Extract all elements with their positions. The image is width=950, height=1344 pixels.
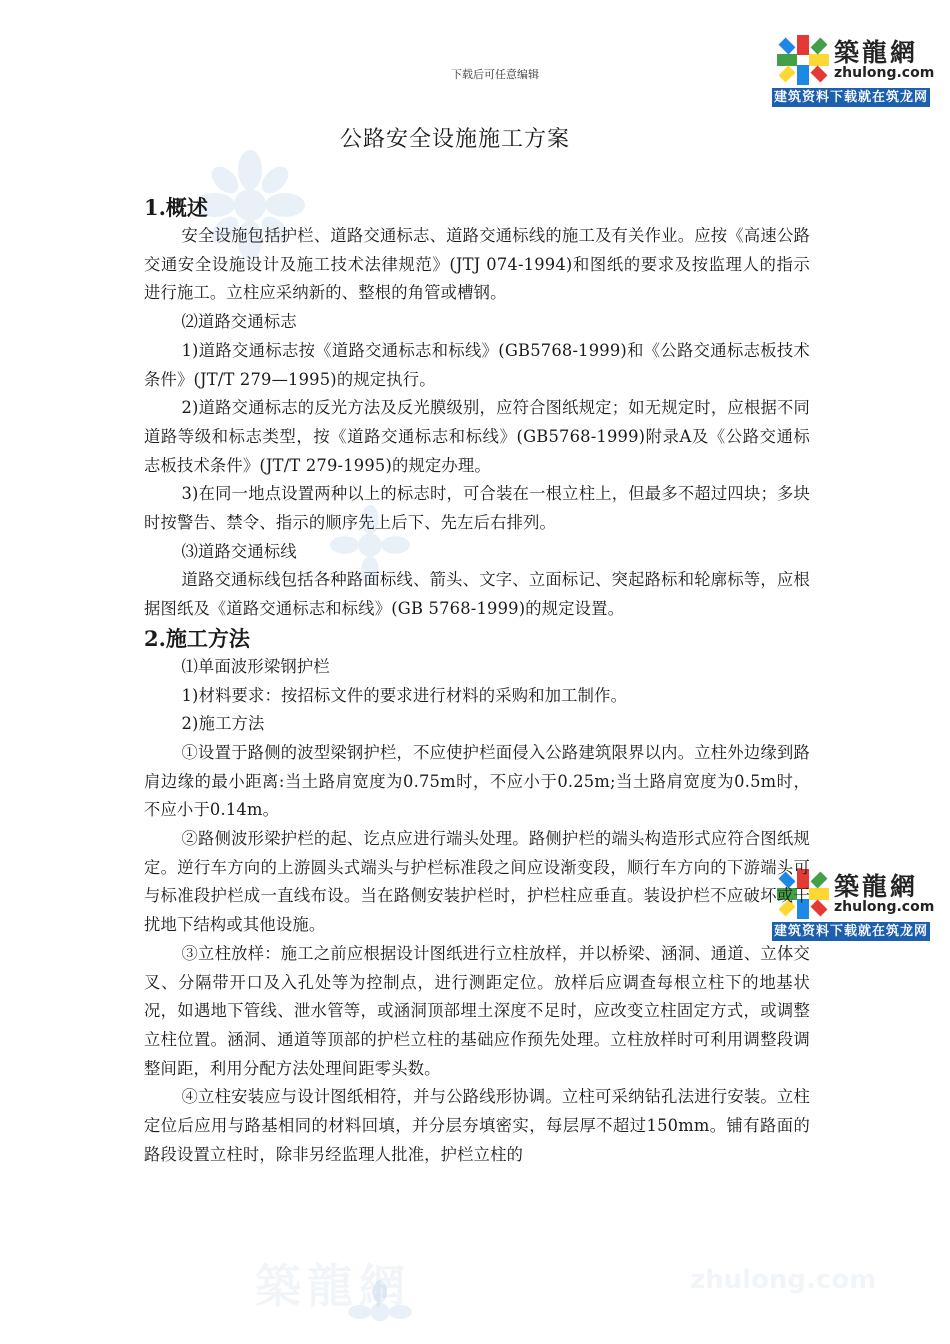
document-title: 公路安全设施施工方案 [339, 127, 570, 152]
paragraph: ④立柱安装应与设计图纸相符，并与公路线形协调。立柱可采纳钻孔法进行安装。立柱定位后应用与路基相同的材料回填，并分层夯填密实，每层厚不超过150mm。铺有路面的路段设置立柱时，除非另经监理人批准，护栏立柱的 [144, 1087, 810, 1164]
logo-text-en: zhulong.com [834, 899, 935, 915]
site-logo [772, 31, 935, 107]
watermark-text-cn: 築龍網 [255, 1259, 411, 1313]
subsection-heading: 2)施工方法 [181, 714, 265, 734]
subsection-heading: ⑶道路交通标线 [181, 541, 297, 561]
watermark-emblem [345, 1280, 415, 1344]
paragraph: 3)在同一地点设置两种以上的标志时，可合装在一根立柱上，但最多不超过四块；多块时按警告、禁令、指示的顺序先上后下、先左后右排列。 [144, 484, 810, 533]
section-heading: 2.施工方法 [144, 625, 250, 651]
document-body [144, 193, 810, 1170]
header-note: 下载后可任意编辑 [451, 68, 539, 81]
paragraph: 1)道路交通标志按《道路交通标志和标线》(GB5768-1999)和《公路交通标志板技术条件》(JT/T 279—1995)的规定执行。 [144, 340, 810, 389]
paragraph: 2)道路交通标志的反光方法及反光膜级别，应符合图纸规定；如无规定时，应根据不同道路等级和标志类型，按《道路交通标志和标线》(GB5768-1999)附录A及《公路交通标志板技术条件》(JT/T 279-1995)的规定办理。 [144, 398, 810, 475]
logo-text-cn: 築龍網 [834, 38, 919, 67]
paragraph: 安全设施包括护栏、道路交通标志、道路交通标线的施工及有关作业。应按《高速公路交通安全设施设计及施工技术法律规范》(JTJ 074-1994)和图纸的要求及按监理人的指示进行施工。立柱应采纳新的、整根的角管或槽钢。 [144, 226, 810, 303]
subsection-heading: ⑴单面波形梁钢护栏 [181, 656, 330, 676]
logo-emblem-icon [774, 33, 832, 87]
section-heading: 1.概述 [144, 195, 208, 220]
logo-tagline: 建筑资料下载就在筑龙网 [773, 90, 928, 105]
paragraph: ③立柱放样：施工之前应根据设计图纸进行立柱放样，并以桥梁、涵洞、通道、立体交叉、分隔带开口及入孔处等为控制点，进行测距定位。放样后应调查每根立柱下的地基状况，如遇地下管线、泄水管等，或涵洞顶部埋土深度不足时，应改变立柱固定方式，或调整立柱位置。涵洞、通道等顶部的护栏立柱的基础应作预先处理。立柱放样时可利用调整段调整间距，利用分配方法处理间距零头数。 [144, 943, 810, 1078]
paragraph: 道路交通标线包括各种路面标线、箭头、文字、立面标记、突起路标和轮廓标等，应根据图纸及《道路交通标志和标线》(GB 5768-1999)的规定设置。 [144, 570, 810, 619]
paragraph: ①设置于路侧的波型梁钢护栏，不应使护栏面侵入公路建筑限界以内。立柱外边缘到路肩边缘的最小距离:当土路肩宽度为0.75m时，不应小于0.25m;当土路肩宽度为0.5m时，不应小于0.14m。 [144, 742, 810, 820]
logo-tagline: 建筑资料下载就在筑龙网 [773, 924, 928, 939]
logo-text-cn: 築龍網 [834, 872, 919, 901]
subsection-heading: ⑵道路交通标志 [181, 312, 297, 332]
watermark-text-en: zhulong.com [690, 1265, 877, 1295]
logo-text-en: zhulong.com [834, 65, 935, 81]
paragraph: 1)材料要求：按招标文件的要求进行材料的采购和加工制作。 [181, 685, 628, 705]
paragraph: ②路侧波形梁护栏的起、讫点应进行端头处理。路侧护栏的端头构造形式应符合图纸规定。逆行车方向的上游圆头式端头与护栏标准段之间应设渐变段，顺行车方向的下游端头可与标准段护栏成一直线布设。当在路侧安装护栏时，护栏柱应垂直。装设护栏不应破坏或干扰地下结构或其他设施。 [144, 829, 810, 935]
